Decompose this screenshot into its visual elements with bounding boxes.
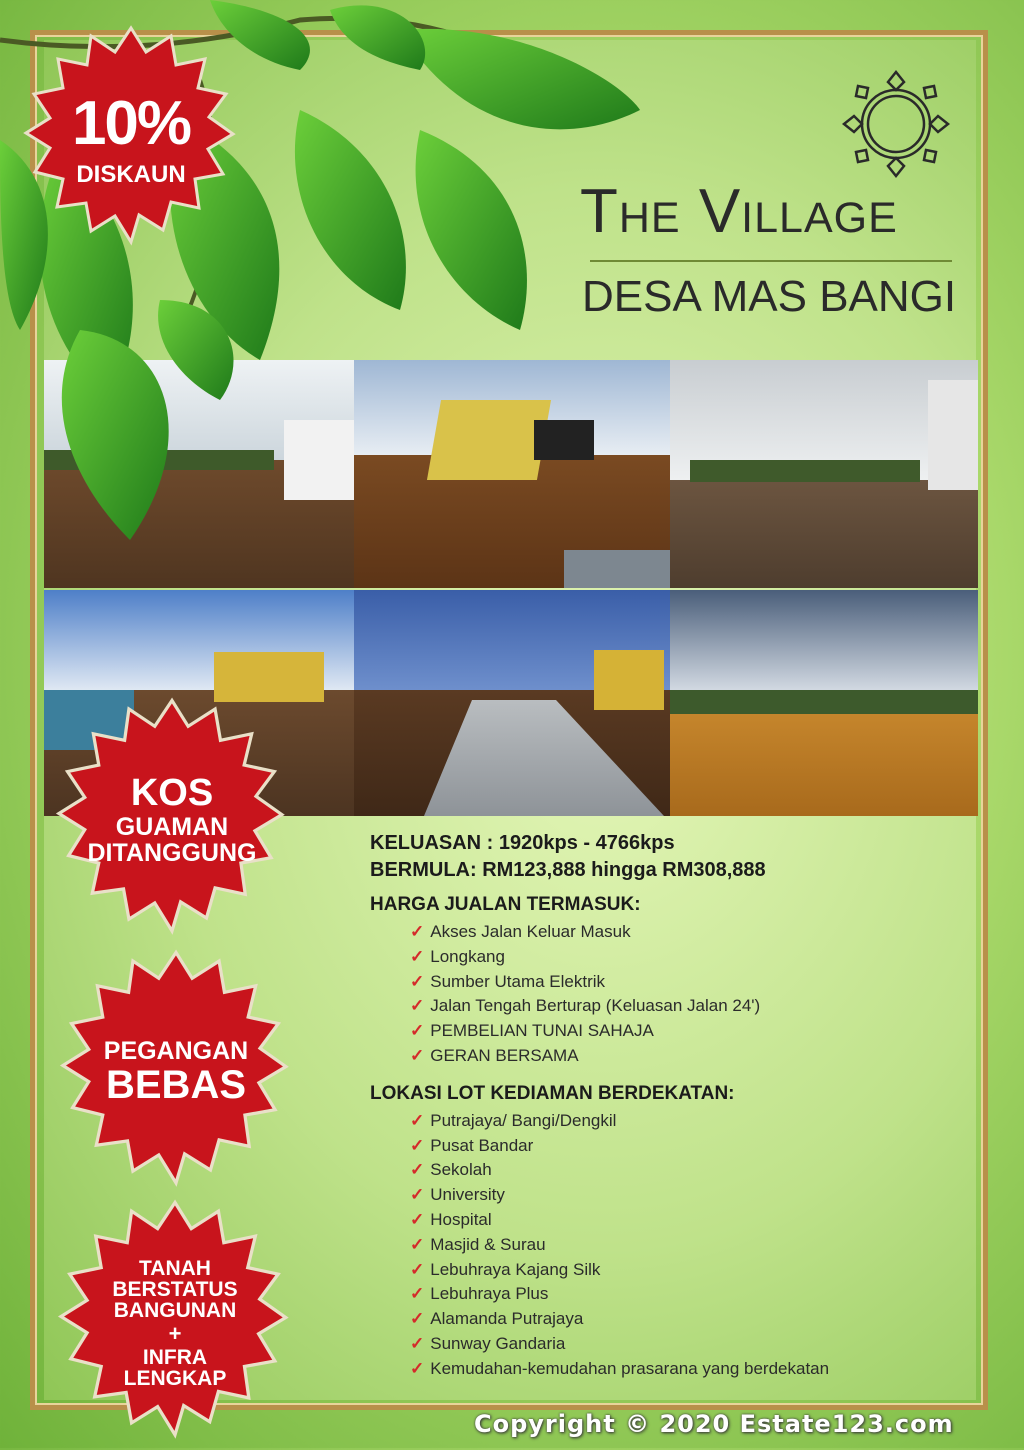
list-item: ✓ Akses Jalan Keluar Masuk xyxy=(410,922,631,941)
list-item: ✓ Sunway Gandaria xyxy=(410,1333,566,1353)
legal-line2: GUAMAN xyxy=(115,812,229,841)
list-item: ✓ Sumber Utama Elektrik xyxy=(410,971,606,991)
discount-label: DISKAUN xyxy=(76,160,186,188)
price-text: BERMULA: RM123,888 hingga RM308,888 xyxy=(370,859,766,881)
checkmark-icon: ✓ xyxy=(410,1358,425,1378)
legal-fee-badge xyxy=(46,694,298,946)
legal-line3: DITANGGUNG xyxy=(87,838,257,867)
checkmark-icon: ✓ xyxy=(410,996,425,1016)
list-item: ✓ Hospital xyxy=(410,1209,492,1229)
list-item: ✓ Lebuhraya Plus xyxy=(410,1284,549,1304)
tenure-line2: BEBAS xyxy=(105,1063,247,1108)
checkmark-icon: ✓ xyxy=(410,1259,425,1279)
brand-subtitle: DESA MAS BANGI xyxy=(582,272,957,321)
land-status-badge xyxy=(48,1196,302,1450)
title-divider xyxy=(590,260,952,262)
list-item: ✓ PEMBELIAN TUNAI SAHAJA xyxy=(410,1021,654,1041)
checkmark-icon: ✓ xyxy=(410,1135,425,1155)
list-item: ✓ Kemudahan-kemudahan prasarana yang berdekatan xyxy=(410,1358,830,1378)
list-item: ✓ Longkang xyxy=(410,946,505,966)
copyright-watermark: Copyright © 2020 Estate123.com xyxy=(474,1410,954,1438)
status-line1: TANAH xyxy=(139,1256,211,1280)
includes-list xyxy=(410,920,970,1069)
list-item: ✓ Putrajaya/ Bangi/Dengkil xyxy=(410,1110,617,1130)
list-item: ✓ Jalan Tengah Berturap (Keluasan Jalan 24') xyxy=(410,996,761,1016)
details-section xyxy=(370,832,970,1382)
includes-heading: HARGA JUALAN TERMASUK: xyxy=(370,894,641,915)
checkmark-icon: ✓ xyxy=(410,1160,425,1180)
checkmark-icon: ✓ xyxy=(410,922,425,941)
site-photo-6 xyxy=(670,590,978,816)
status-line5: LENGKAP xyxy=(123,1366,227,1390)
site-photo-3 xyxy=(670,360,978,588)
list-item: ✓ Masjid & Surau xyxy=(410,1234,546,1254)
nearby-list xyxy=(410,1109,970,1382)
checkmark-icon: ✓ xyxy=(410,946,425,966)
freehold-badge xyxy=(50,946,302,1198)
discount-badge xyxy=(14,22,248,256)
checkmark-icon: ✓ xyxy=(410,1333,425,1353)
status-plus: + xyxy=(168,1320,182,1346)
list-item: ✓ University xyxy=(410,1185,505,1205)
list-item: ✓ GERAN BERSAMA xyxy=(410,1045,579,1065)
checkmark-icon: ✓ xyxy=(410,1209,425,1229)
checkmark-icon: ✓ xyxy=(410,1309,425,1329)
legal-line1: KOS xyxy=(130,771,214,814)
discount-value: 10% xyxy=(71,88,191,158)
area-text: KELUASAN : 1920kps - 4766kps xyxy=(370,832,675,854)
list-item: ✓ Alamanda Putrajaya xyxy=(410,1309,584,1329)
list-item: ✓ Lebuhraya Kajang Silk xyxy=(410,1259,601,1279)
list-item: ✓ Pusat Bandar xyxy=(410,1135,534,1155)
ornament-logo-icon xyxy=(838,66,954,182)
checkmark-icon: ✓ xyxy=(410,1185,425,1205)
checkmark-icon: ✓ xyxy=(410,1021,425,1041)
status-line2: BERSTATUS xyxy=(112,1277,238,1301)
nearby-heading: LOKASI LOT KEDIAMAN BERDEKATAN: xyxy=(370,1082,735,1104)
tenure-line1: PEGANGAN xyxy=(103,1036,249,1065)
status-line4: INFRA xyxy=(142,1345,208,1369)
site-photo-5 xyxy=(354,590,670,816)
checkmark-icon: ✓ xyxy=(410,1110,425,1130)
list-item: ✓ Sekolah xyxy=(410,1160,492,1180)
checkmark-icon: ✓ xyxy=(410,1234,425,1254)
brand-title: The Village xyxy=(580,177,898,246)
checkmark-icon: ✓ xyxy=(410,1284,425,1304)
checkmark-icon: ✓ xyxy=(410,971,425,991)
checkmark-icon: ✓ xyxy=(410,1045,425,1065)
status-line3: BANGUNAN xyxy=(113,1298,237,1322)
